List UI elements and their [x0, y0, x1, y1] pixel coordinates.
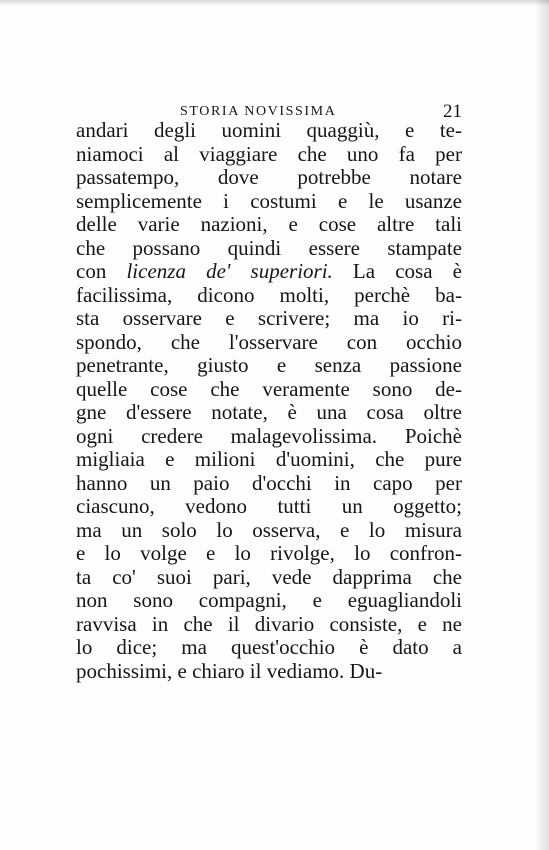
text-line: niamoci al viaggiare che uno fa per — [76, 141, 462, 166]
text-line: andari degli uomini quaggiù, e te- — [76, 118, 462, 142]
text-line: spondo, che l'osservare con occhio — [76, 329, 462, 354]
italic-phrase: licenza de' superiori. — [126, 259, 333, 283]
text-line: e lo volge e lo rivolge, lo confron- — [76, 541, 462, 565]
scan-top-shadow — [0, 0, 549, 6]
text-segment: con — [76, 259, 127, 283]
text-line: penetrante, giusto e senza passione — [76, 353, 462, 377]
text-line: ogni credere malagevolissima. Poichè — [76, 423, 462, 448]
text-line: pochissimi, e chiaro il vediamo. Du- — [76, 658, 383, 683]
text-line: delle varie nazioni, e cose altre tali — [76, 212, 462, 236]
text-line: che possano quindi essere stampate — [76, 235, 462, 260]
text-line: gne d'essere notate, è una cosa oltre — [76, 400, 462, 424]
text-line: passatempo, dove potrebbe notare — [76, 165, 462, 189]
text-line: sta osservare e scrivere; ma io ri- — [76, 306, 462, 330]
text-line: hanno un paio d'occhi in capo per — [76, 470, 462, 495]
running-title: STORIA NOVISSIMA — [180, 104, 337, 119]
text-line: semplicemente i costumi e le usanze — [76, 188, 462, 213]
text-line: ta co' suoi pari, vede dapprima che — [76, 564, 462, 589]
page-number: 21 — [443, 101, 462, 122]
text-line: ciascuno, vedono tutti un oggetto; — [76, 494, 462, 518]
text-line: non sono compagni, e eguagliandoli — [76, 588, 462, 612]
body-text — [76, 119, 462, 683]
text-line: lo dice; ma quest'occhio è dato a — [76, 635, 462, 659]
text-segment: La cosa è — [332, 259, 462, 283]
text-line: quelle cose che veramente sono de- — [76, 376, 462, 401]
scan-right-shadow — [535, 0, 549, 850]
text-line-mixed — [76, 260, 462, 284]
text-line: ravvisa in che il divario consiste, e ne — [76, 611, 462, 636]
text-line: facilissima, dicono molti, perchè ba- — [76, 282, 462, 307]
text-line: ma un solo lo osserva, e lo misura — [76, 517, 462, 542]
text-line: migliaia e milioni d'uomini, che pure — [76, 447, 462, 471]
